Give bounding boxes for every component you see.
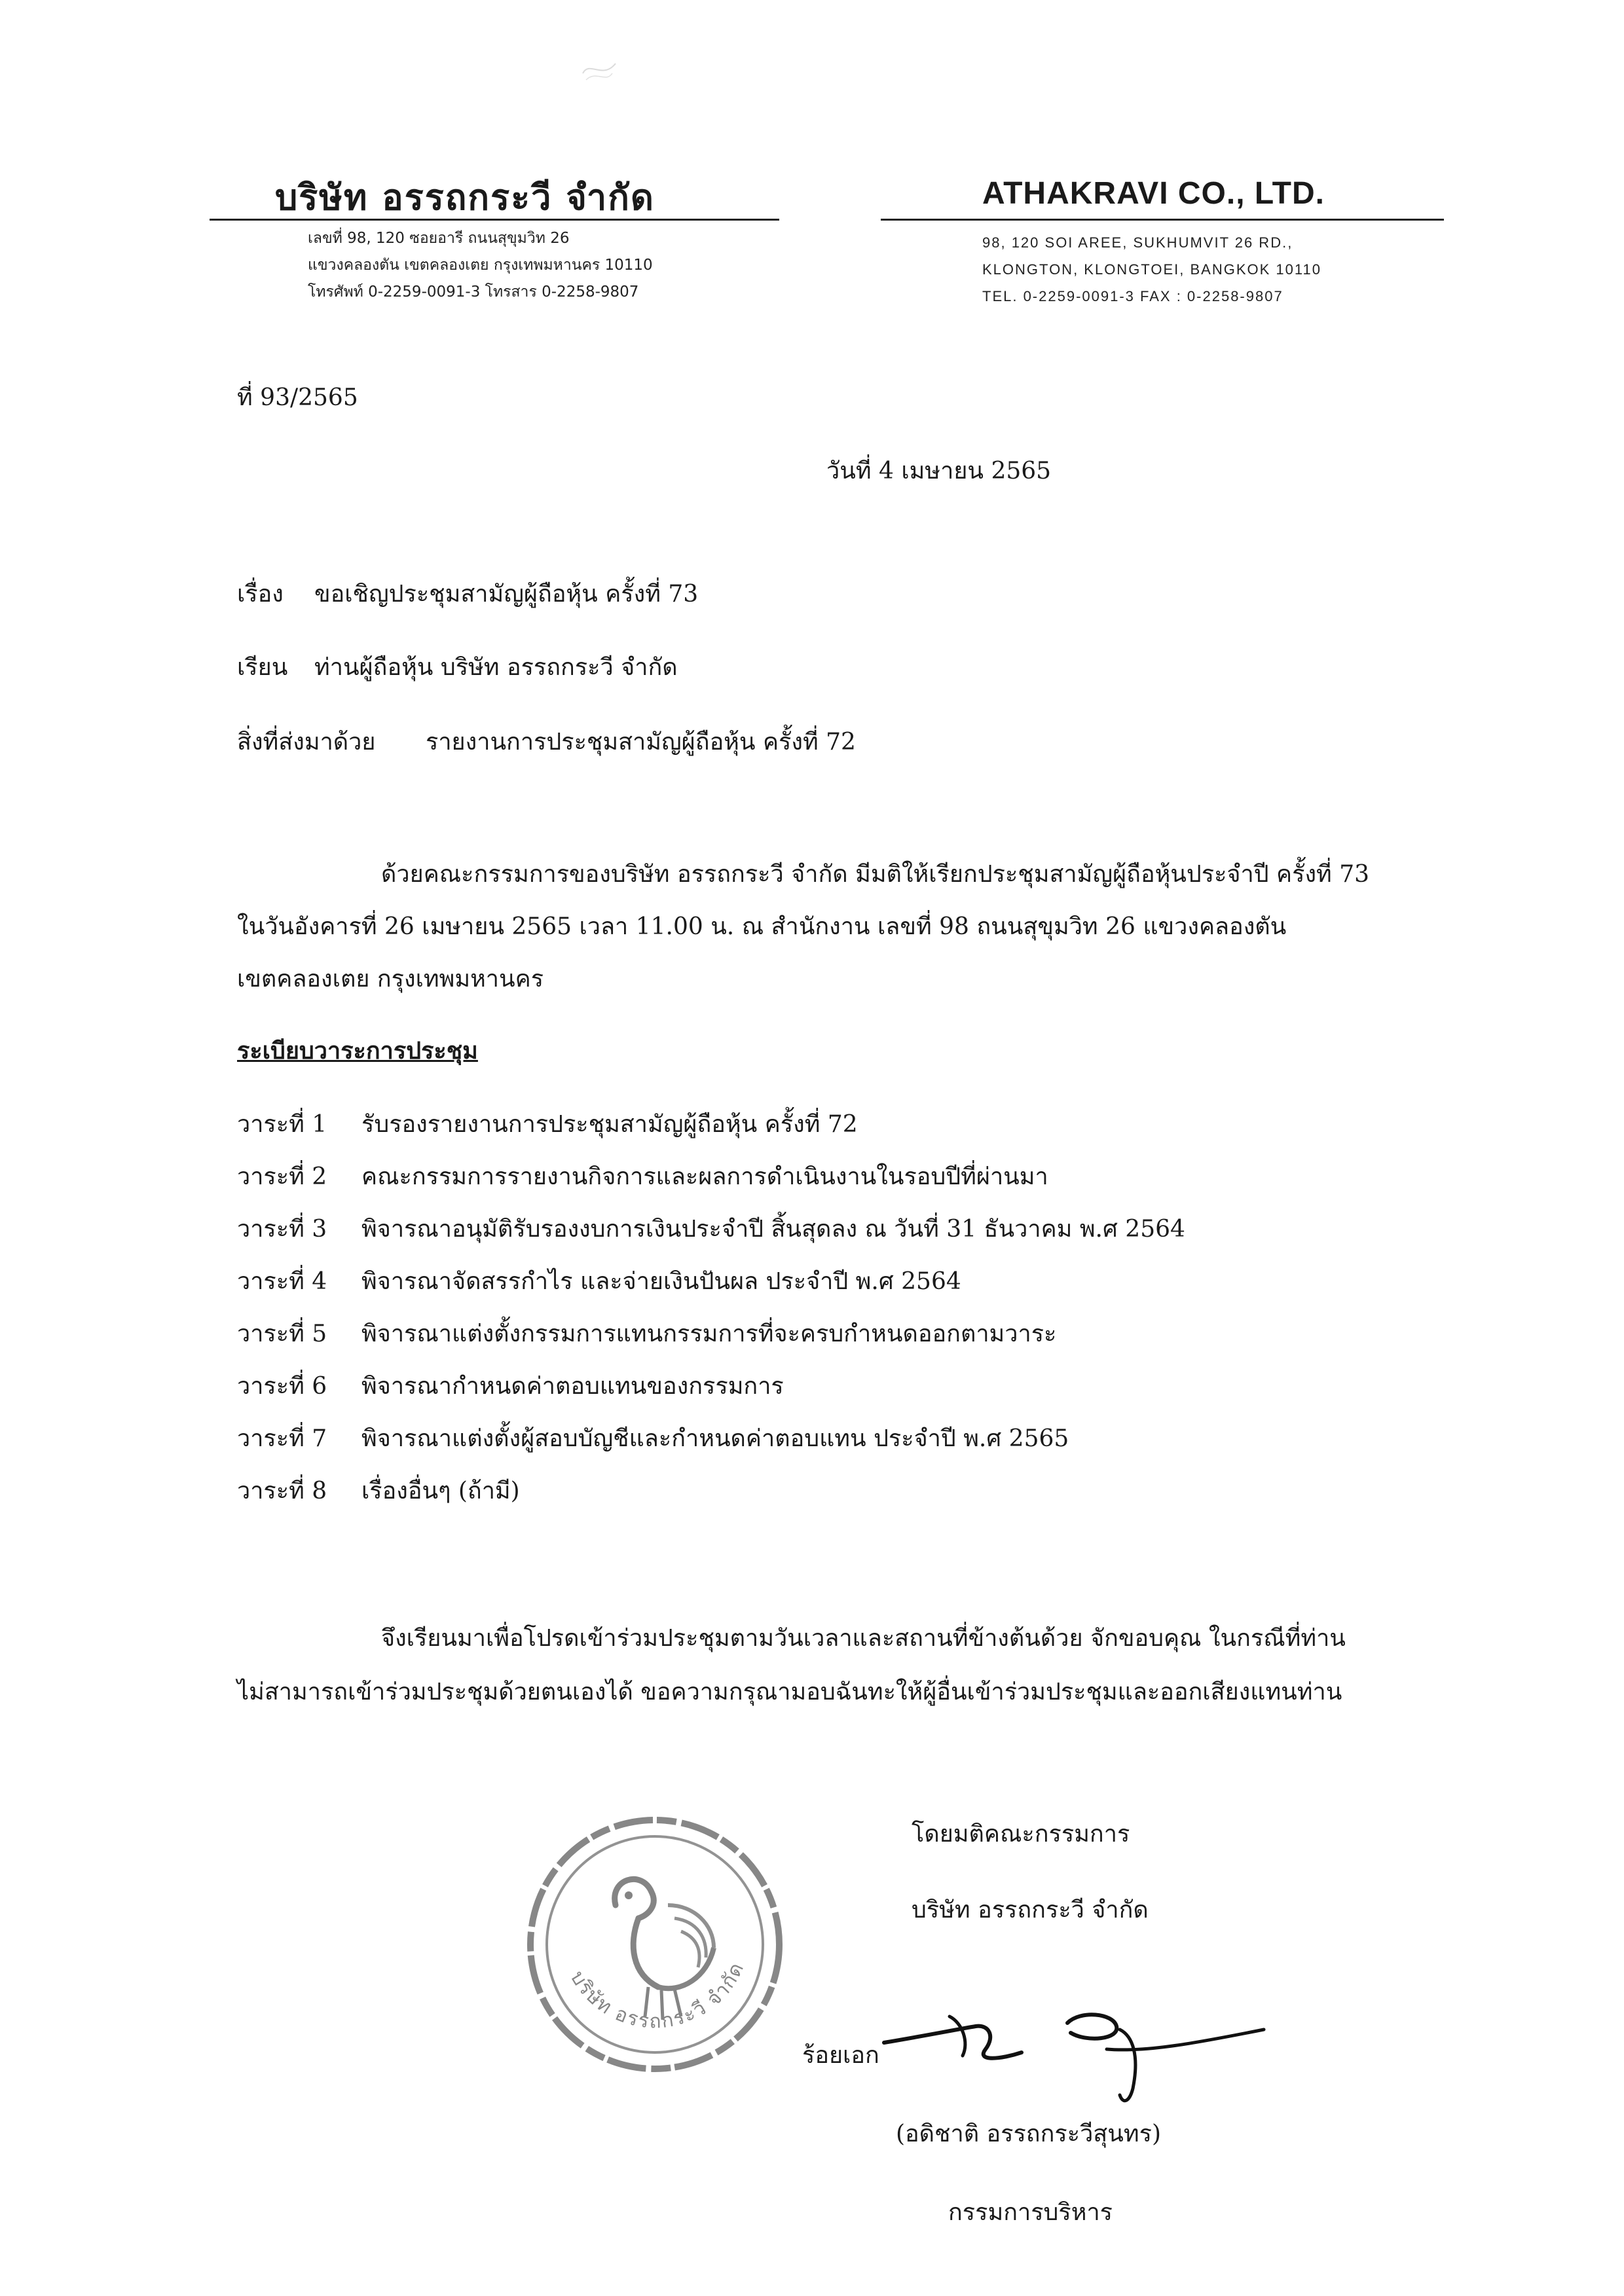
letterhead-divider-right: [881, 219, 1444, 221]
agenda-text: คณะกรรมการรายงานกิจการและผลการดำเนินงานในรอบปีที่ผ่านมา: [361, 1163, 1048, 1190]
recipient-text: ท่านผู้ถือหุ้น บริษัท อรรถกระวี จำกัด: [314, 654, 678, 681]
subject-label: เรื่อง: [237, 581, 284, 608]
seal-text: บริษัท อรรถกระวี จำกัด: [565, 1958, 749, 2033]
recipient-label: เรียน: [237, 654, 288, 681]
agenda-number: วาระที่ 7: [237, 1425, 327, 1452]
agenda-text: พิจารณาอนุมัติรับรองงบการเงินประจำปี สิ้นสุดลง ณ วันที่ 31 ธันวาคม พ.ศ 2564: [361, 1216, 1185, 1243]
enclosure-label: สิ่งที่ส่งมาด้วย: [237, 729, 376, 756]
company-address-thai: [308, 225, 653, 306]
signature-intro: โดยมติคณะกรรมการ: [912, 1821, 1130, 1848]
body-line: ในวันอังคารที่ 26 เมษายน 2565 เวลา 11.00 น. ณ สำนักงาน เลขที่ 98 ถนนสุขุมวิท 26 แขวงคลองตัน: [237, 913, 1287, 940]
signature-company: บริษัท อรรถกระวี จำกัด: [912, 1897, 1149, 1923]
agenda-number: วาระที่ 2: [237, 1163, 327, 1190]
agenda-number: วาระที่ 4: [237, 1268, 327, 1295]
closing-paragraph: [237, 1612, 1416, 1719]
body-line: ด้วยคณะกรรมการของบริษัท อรรถกระวี จำกัด มีมติให้เรียกประชุมสามัญผู้ถือหุ้นประจำปี ครั้งที่ 73: [381, 861, 1370, 888]
closing-line: ไม่สามารถเข้าร่วมประชุมด้วยตนเองได้ ขอความกรุณามอบฉันทะให้ผู้อื่นเข้าร่วมประชุมและออกเสียงแทนท่าน: [237, 1679, 1342, 1705]
scan-smudge-mark: [576, 54, 622, 86]
reference-number: ที่ 93/2565: [237, 384, 358, 411]
address-line: KLONGTON, KLONGTOEI, BANGKOK 10110: [982, 261, 1321, 278]
agenda-text: เรื่องอื่นๆ (ถ้ามี): [361, 1478, 520, 1504]
agenda-text: พิจารณาแต่งตั้งกรรมการแทนกรรมการที่จะครบกำหนดออกตามวาระ: [361, 1321, 1057, 1347]
signatory-title: กรรมการบริหาร: [948, 2199, 1113, 2226]
agenda-number: วาระที่ 8: [237, 1478, 327, 1504]
address-line: เลขที่ 98, 120 ซอยอารี ถนนสุขุมวิท 26: [308, 230, 570, 247]
address-line: TEL. 0-2259-0091-3 FAX : 0-2258-9807: [982, 288, 1283, 304]
handwritten-signature: [871, 1990, 1277, 2108]
address-line: โทรศัพท์ 0-2259-0091-3 โทรสาร 0-2258-9807: [308, 283, 639, 301]
agenda-text: รับรองรายงานการประชุมสามัญผู้ถือหุ้น ครั้งที่ 72: [361, 1111, 858, 1138]
agenda-text: พิจารณาแต่งตั้งผู้สอบบัญชีและกำหนดค่าตอบแทน ประจำปี พ.ศ 2565: [361, 1425, 1069, 1452]
agenda-number: วาระที่ 6: [237, 1373, 327, 1400]
closing-line: จึงเรียนมาเพื่อโปรดเข้าร่วมประชุมตามวันเวลาและสถานที่ข้างต้นด้วย จักขอบคุณ ในกรณีที่ท่าน: [381, 1625, 1346, 1652]
body-paragraph: [237, 848, 1416, 1006]
letterhead-divider-left: [210, 219, 779, 221]
agenda-text: พิจารณาจัดสรรกำไร และจ่ายเงินปันผล ประจำปี พ.ศ 2564: [361, 1268, 961, 1295]
agenda-number: วาระที่ 3: [237, 1216, 327, 1243]
signatory-name: (อดิชาติ อรรถกระวีสุนทร): [896, 2121, 1161, 2147]
agenda-heading: ระเบียบวาระการประชุม: [237, 1037, 478, 1065]
address-line: แขวงคลองตัน เขตคลองเตย กรุงเทพมหานคร 10110: [308, 257, 653, 274]
company-name-thai: บริษัท อรรถกระวี จำกัด: [275, 176, 655, 218]
enclosure-text: รายงานการประชุมสามัญผู้ถือหุ้น ครั้งที่ 72: [426, 729, 856, 756]
body-line: เขตคลองเตย กรุงเทพมหานคร: [237, 966, 544, 993]
signatory-rank: ร้อยเอก: [802, 2042, 879, 2069]
agenda-text: พิจารณากำหนดค่าตอบแทนของกรรมการ: [361, 1373, 784, 1400]
agenda-number: วาระที่ 5: [237, 1321, 327, 1347]
letter-date: วันที่ 4 เมษายน 2565: [826, 458, 1052, 484]
address-line: 98, 120 SOI AREE, SUKHUMVIT 26 RD.,: [982, 234, 1293, 251]
agenda-number: วาระที่ 1: [237, 1111, 327, 1138]
company-seal-stamp: [517, 1807, 792, 2082]
company-name-english: ATHAKRAVI CO., LTD.: [982, 176, 1325, 211]
company-address-english: [982, 229, 1321, 310]
subject-text: ขอเชิญประชุมสามัญผู้ถือหุ้น ครั้งที่ 73: [314, 581, 699, 608]
